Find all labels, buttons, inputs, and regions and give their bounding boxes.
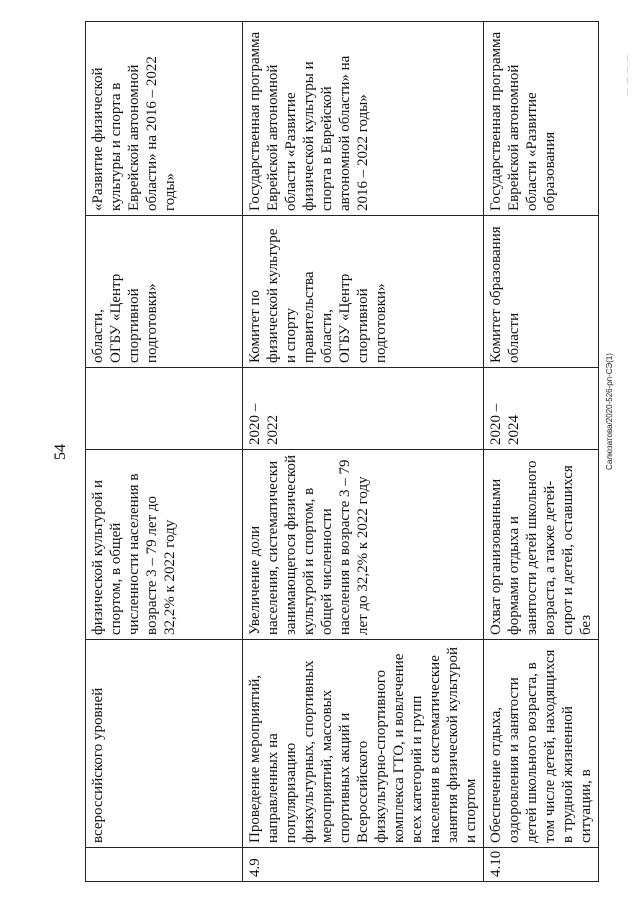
- executor-cell: области, ОГБУ «Центр спортивной подготовки»: [86, 216, 243, 368]
- table-row: [86, 22, 243, 882]
- table-row: [484, 22, 599, 882]
- margin-stamp: — — — —: [624, 54, 631, 95]
- document-reference-note: Салюзатова/2020-526-рп-СЭ(1): [605, 353, 614, 470]
- period-cell: 2020 – 2022: [243, 368, 484, 450]
- period-cell: 2020 – 2024: [484, 368, 599, 450]
- row-number-cell: 4.9: [243, 848, 484, 882]
- page-number: 54: [52, 444, 69, 460]
- executor-cell: Комитет по физической культуре и спорту правительства области, ОГБУ «Центр спортивной подготовки»: [243, 216, 484, 368]
- executor-cell: Комитет образования области: [484, 216, 599, 368]
- activity-cell: Проведение мероприятий, направленных на популяризацию физкультурных, спортивных мероприятий, массовых спортивных акций и Всероссийского физкультурно-спортивного комплекса ГТО, и вовлечение всех категорий и групп населения в систематические занятия физической культурой и спортом: [243, 640, 484, 848]
- period-cell: [86, 368, 243, 450]
- row-number-cell: [86, 848, 243, 882]
- activity-cell: Обеспечение отдыха, оздоровления и занятости детей школьного возраста, в том числе детей, находящихся в трудной жизненной ситуации, в: [484, 640, 599, 848]
- activity-cell: всероссийского уровней: [86, 640, 243, 848]
- row-number-cell: 4.10: [484, 848, 599, 882]
- table-row: [243, 22, 484, 882]
- indicator-cell: Охват организованными формами отдыха и занятости детей школьного возраста, а также детей-сирот и детей, оставшихся без: [484, 450, 599, 640]
- activity-table: [85, 21, 599, 882]
- program-cell: Государственная программа Еврейской автономной области «Развитие образования: [484, 22, 599, 216]
- rotated-content: [30, 22, 594, 882]
- indicator-cell: физической культурой и спортом, в общей численности населения в возрасте 3 – 79 лет до 32,2% к 2022 году: [86, 450, 243, 640]
- program-cell: Государственная программа Еврейской автономной области «Развитие физической культуры и спорта в Еврейской автономной области» на 2016 – 2022 годы»: [243, 22, 484, 216]
- indicator-cell: Увеличение доли населения, систематически занимающегося физической культурой и спортом, в общей численности населения в возрасте 3 – 79 лет до 32,2% к 2022 году: [243, 450, 484, 640]
- program-cell: «Развитие физической культуры и спорта в Еврейской автономной области» на 2016 – 2022 годы»: [86, 22, 243, 216]
